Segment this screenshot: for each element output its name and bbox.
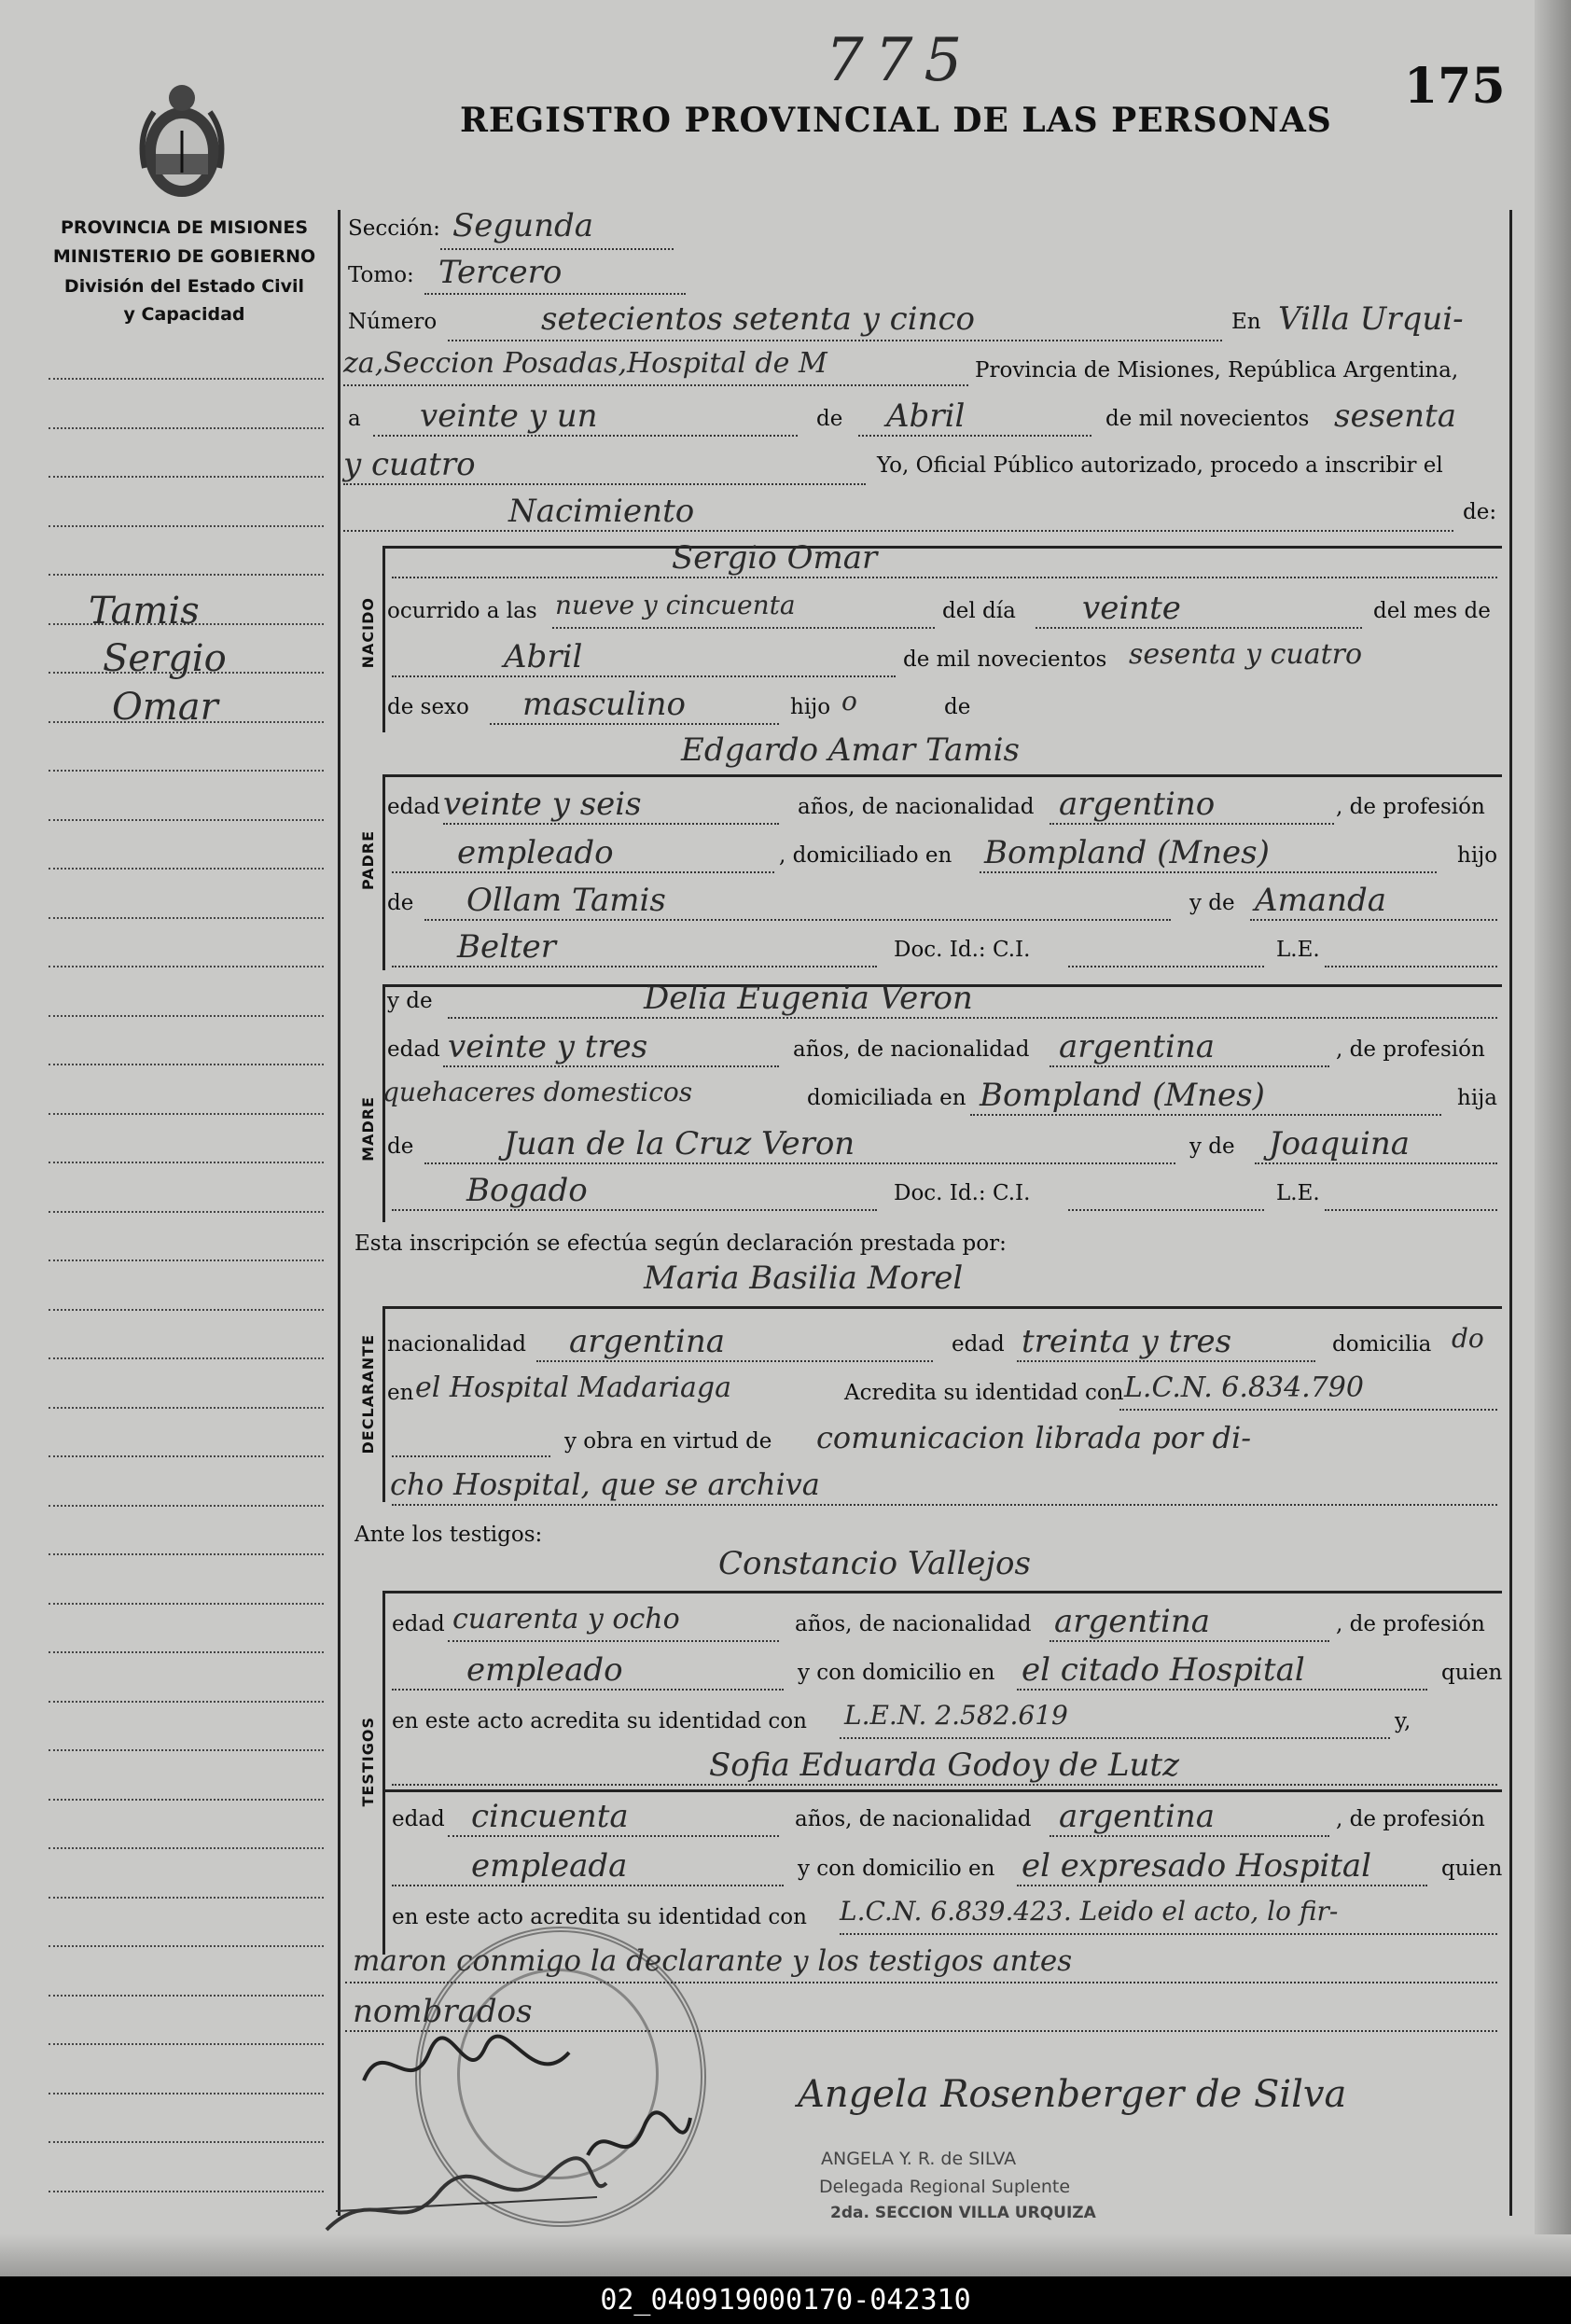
margin-line bbox=[49, 427, 324, 429]
margin-line bbox=[49, 1603, 324, 1605]
padre-side-label: PADRE bbox=[359, 830, 377, 891]
madre-nac-value: argentina bbox=[1059, 1028, 1216, 1065]
declarante-acredita-value: L.C.N. 6.834.790 bbox=[1124, 1371, 1364, 1404]
margin-line bbox=[49, 868, 324, 870]
oficial-text: Yo, Oficial Público autorizado, procedo a inscribir el bbox=[877, 453, 1443, 478]
padre-nac-label: años, de nacionalidad bbox=[798, 795, 1035, 819]
margin-line bbox=[49, 819, 324, 821]
mil-text: de mil novecientos bbox=[1105, 407, 1310, 431]
image-id-bar bbox=[0, 2276, 1571, 2324]
mes-value: Abril bbox=[504, 638, 583, 675]
padre-de-label: de bbox=[387, 891, 414, 915]
madre-padre-de-value: Juan de la Cruz Veron bbox=[504, 1125, 855, 1162]
madre-de-label: de bbox=[387, 1134, 414, 1159]
t1-prof-label: , de profesión bbox=[1336, 1612, 1485, 1636]
madre-y-de-label: y de bbox=[387, 989, 433, 1013]
tomo-value: Tercero bbox=[438, 254, 563, 291]
province-line-3: División del Estado Civil bbox=[63, 276, 305, 297]
padre-nac-value: argentino bbox=[1059, 786, 1216, 823]
t2-nac-value: argentina bbox=[1059, 1798, 1216, 1835]
page-edge bbox=[1535, 0, 1571, 2276]
margin-line bbox=[49, 1211, 324, 1213]
padre-doc-label: Doc. Id.: C.I. bbox=[894, 938, 1031, 962]
declarante-acredita-label: Acredita su identidad con bbox=[844, 1381, 1124, 1405]
margin-line bbox=[49, 1064, 324, 1065]
image-id: 02_040919000170-042310 bbox=[600, 2284, 971, 2317]
padre-edad-value: veinte y seis bbox=[443, 786, 642, 823]
margin-line bbox=[49, 1455, 324, 1457]
madre-name: Delia Eugenia Veron bbox=[644, 980, 973, 1017]
t1-acto-label: en este acto acredita su identidad con bbox=[392, 1709, 807, 1733]
declarante-dom-suffix: do bbox=[1452, 1323, 1484, 1354]
ante-text: Ante los testigos: bbox=[355, 1523, 543, 1547]
t1-nac-label: años, de nacionalidad bbox=[795, 1612, 1032, 1636]
margin-name-2: Omar bbox=[112, 686, 218, 729]
t1-dom-label: y con domicilio en bbox=[798, 1661, 995, 1685]
margin-line bbox=[49, 1701, 324, 1703]
margin-surname: Tamis bbox=[89, 590, 200, 633]
seccion-value: Segunda bbox=[452, 207, 594, 244]
padre-de-value: Ollam Tamis bbox=[466, 882, 666, 919]
t2-prof-label: , de profesión bbox=[1336, 1807, 1485, 1831]
testigo-2-name: Sofia Eduarda Godoy de Lutz bbox=[709, 1746, 1179, 1784]
page-number: 175 bbox=[1404, 58, 1506, 115]
handwritten-number: 775 bbox=[826, 26, 974, 95]
province-line-2: MINISTERIO DE GOBIERNO bbox=[52, 246, 316, 267]
declarante-name: Maria Basilia Morel bbox=[644, 1259, 964, 1297]
declarante-en-value: el Hospital Madariaga bbox=[415, 1371, 731, 1404]
margin-line bbox=[49, 770, 324, 772]
margin-line bbox=[49, 525, 324, 527]
t1-dom-value: el citado Hospital bbox=[1022, 1651, 1305, 1689]
margin-line bbox=[49, 2191, 324, 2192]
officer-line-2: Delegada Regional Suplente bbox=[819, 2177, 1071, 2197]
margin-line bbox=[49, 2093, 324, 2094]
t2-edad-label: edad bbox=[392, 1807, 445, 1831]
testigo-1-name: Constancio Vallejos bbox=[718, 1545, 1031, 1582]
madre-prof-label: , de profesión bbox=[1336, 1037, 1485, 1062]
scribble-signature-icon bbox=[355, 2025, 597, 2108]
t2-acto-label: en este acto acredita su identidad con bbox=[392, 1905, 807, 1929]
madre-madre-de-value-2: Bogado bbox=[466, 1172, 588, 1209]
padre-dom-label: , domiciliado en bbox=[779, 843, 952, 868]
del-dia-label: del día bbox=[942, 599, 1016, 623]
margin-line bbox=[49, 1847, 324, 1849]
a-label: a bbox=[348, 407, 361, 431]
t2-quien: quien bbox=[1441, 1857, 1503, 1881]
right-frame-line bbox=[1509, 210, 1512, 2216]
witness-signature-icon bbox=[317, 2146, 616, 2248]
month-value: Abril bbox=[886, 397, 966, 435]
madre-dom-label: domiciliada en bbox=[807, 1086, 966, 1110]
margin-line bbox=[49, 1799, 324, 1801]
de-label: de bbox=[816, 407, 843, 431]
en-label: En bbox=[1231, 310, 1261, 334]
closing-line-1: maron conmigo la declarante y los testigos antes bbox=[353, 1944, 1073, 1978]
margin-name-1: Sergio bbox=[103, 637, 227, 680]
margin-line bbox=[49, 1113, 324, 1115]
margin-line bbox=[49, 1505, 324, 1507]
t1-edad-value: cuarenta y ocho bbox=[452, 1603, 680, 1635]
declarante-en-label: en bbox=[387, 1381, 414, 1405]
madre-madre-de-value: Joaquina bbox=[1269, 1125, 1411, 1162]
margin-line bbox=[49, 1162, 324, 1163]
testigos-side-label: TESTIGOS bbox=[359, 1717, 377, 1807]
padre-hijo-label: hijo bbox=[1457, 843, 1498, 868]
officer-line-1: ANGELA Y. R. de SILVA bbox=[821, 2149, 1017, 2169]
declarante-obra-value-2: cho Hospital, que se archiva bbox=[390, 1467, 820, 1502]
numero-value: setecientos setenta y cinco bbox=[541, 300, 976, 338]
nacido-side-label: NACIDO bbox=[359, 597, 377, 669]
a-value: veinte y un bbox=[420, 397, 598, 435]
madre-side-label: MADRE bbox=[359, 1096, 377, 1162]
padre-edad-label: edad bbox=[387, 795, 440, 819]
declarante-edad-label: edad bbox=[952, 1332, 1005, 1357]
margin-line bbox=[49, 1995, 324, 1997]
acto-value: Nacimiento bbox=[508, 493, 695, 530]
place-value: za,Seccion Posadas,Hospital de M bbox=[343, 347, 827, 380]
closing-line-2: nombrados bbox=[353, 1993, 533, 2030]
t2-nac-label: años, de nacionalidad bbox=[795, 1807, 1032, 1831]
madre-edad-label: edad bbox=[387, 1037, 440, 1062]
numero-label: Número bbox=[348, 310, 438, 334]
margin-line bbox=[49, 476, 324, 478]
padre-madre-de-value: Amanda bbox=[1255, 882, 1386, 919]
year-value-2: y cuatro bbox=[343, 446, 476, 483]
margin-line bbox=[49, 2141, 324, 2143]
margin-line bbox=[49, 1945, 324, 1947]
t1-prof-value: empleado bbox=[466, 1651, 623, 1689]
dia-value: veinte bbox=[1082, 590, 1181, 627]
t1-acto-value: L.E.N. 2.582.619 bbox=[844, 1700, 1068, 1731]
t2-dom-label: y con domicilio en bbox=[798, 1857, 995, 1881]
declaracion-text: Esta inscripción se efectúa según declaración prestada por: bbox=[355, 1232, 1007, 1256]
madre-y-de-2-label: y de bbox=[1189, 1134, 1235, 1159]
t1-edad-label: edad bbox=[392, 1612, 445, 1636]
margin-line bbox=[49, 917, 324, 919]
madre-hija-label: hija bbox=[1457, 1086, 1498, 1110]
margin-line bbox=[49, 378, 324, 380]
coat-of-arms-icon bbox=[135, 79, 229, 205]
madre-doc-label: Doc. Id.: C.I. bbox=[894, 1181, 1031, 1205]
hora-value: nueve y cincuenta bbox=[555, 590, 796, 620]
padre-y-de-label: y de bbox=[1189, 891, 1235, 915]
padre-le-label: L.E. bbox=[1276, 938, 1320, 962]
ocurrido-label: ocurrido a las bbox=[387, 599, 537, 623]
t1-y: y, bbox=[1395, 1709, 1411, 1733]
padre-dom-value: Bompland (Mnes) bbox=[984, 834, 1270, 871]
province-line-1: PROVINCIA DE MISIONES bbox=[60, 217, 309, 238]
anio-value: sesenta y cuatro bbox=[1129, 638, 1363, 671]
margin-line bbox=[49, 1015, 324, 1017]
seccion-label: Sección: bbox=[348, 216, 440, 241]
margin-line bbox=[49, 1651, 324, 1653]
del-mes-label: del mes de bbox=[1373, 599, 1491, 623]
declarante-nac-value: argentina bbox=[569, 1323, 726, 1360]
margin-line bbox=[49, 1259, 324, 1261]
officer-line-3: 2da. SECCION VILLA URQUIZA bbox=[830, 2204, 1096, 2222]
declarante-dom-label: domicilia bbox=[1332, 1332, 1432, 1357]
margin-line bbox=[49, 574, 324, 576]
margin-line bbox=[49, 966, 324, 967]
year-value: sesenta bbox=[1334, 397, 1456, 435]
margin-line bbox=[49, 1309, 324, 1311]
province-line-4: y Capacidad bbox=[123, 304, 245, 325]
page-title: REGISTRO PROVINCIAL DE LAS PERSONAS bbox=[460, 101, 1332, 140]
padre-prof-label: , de profesión bbox=[1336, 795, 1485, 819]
madre-edad-value: veinte y tres bbox=[448, 1028, 648, 1065]
margin-line bbox=[49, 1407, 324, 1409]
padre-madre-de-value-2: Belter bbox=[457, 928, 557, 966]
t2-edad-value: cincuenta bbox=[471, 1798, 629, 1835]
declarante-side-label: DECLARANTE bbox=[359, 1334, 377, 1454]
declarante-obra-value: comunicacion librada por di- bbox=[816, 1420, 1251, 1455]
stamp-signature-icon bbox=[578, 2099, 700, 2183]
nacido-de-label: de bbox=[944, 695, 971, 719]
nacido-name: Sergio Omar bbox=[672, 539, 878, 577]
margin-line bbox=[49, 1553, 324, 1555]
t2-acto-value: L.C.N. 6.839.423. Leido el acto, lo fir- bbox=[840, 1896, 1339, 1927]
padre-prof-value: empleado bbox=[457, 834, 614, 871]
hijo-suffix: o bbox=[841, 686, 857, 717]
padre-name: Edgardo Amar Tamis bbox=[681, 731, 1020, 769]
nacido-mil-text: de mil novecientos bbox=[903, 647, 1107, 672]
madre-prof-value: quehaceres domesticos bbox=[382, 1077, 693, 1107]
sexo-value: masculino bbox=[522, 686, 687, 723]
en-value: Villa Urqui- bbox=[1278, 300, 1464, 338]
de-colon: de: bbox=[1463, 500, 1497, 524]
madre-le-label: L.E. bbox=[1276, 1181, 1320, 1205]
declarante-nac-label: nacionalidad bbox=[387, 1332, 527, 1357]
declarante-obra-label: y obra en virtud de bbox=[564, 1429, 772, 1454]
hijo-label: hijo bbox=[790, 695, 831, 719]
left-frame-line bbox=[338, 210, 341, 2216]
tomo-label: Tomo: bbox=[348, 263, 414, 287]
provincia-text: Provincia de Misiones, República Argentina, bbox=[975, 358, 1459, 383]
officer-signature: Angela Rosenberger de Silva bbox=[798, 2073, 1347, 2116]
madre-nac-label: años, de nacionalidad bbox=[793, 1037, 1030, 1062]
page-bottom-edge bbox=[0, 2234, 1571, 2276]
margin-line bbox=[49, 1897, 324, 1899]
sexo-label: de sexo bbox=[387, 695, 469, 719]
margin-line bbox=[49, 1357, 324, 1359]
madre-dom-value: Bompland (Mnes) bbox=[980, 1077, 1265, 1114]
t1-nac-value: argentina bbox=[1054, 1603, 1211, 1640]
t2-dom-value: el expresado Hospital bbox=[1022, 1847, 1372, 1885]
declarante-edad-value: treinta y tres bbox=[1022, 1323, 1232, 1360]
t1-quien: quien bbox=[1441, 1661, 1503, 1685]
margin-line bbox=[49, 1749, 324, 1751]
t2-prof-value: empleada bbox=[471, 1847, 628, 1885]
margin-line bbox=[49, 2043, 324, 2045]
